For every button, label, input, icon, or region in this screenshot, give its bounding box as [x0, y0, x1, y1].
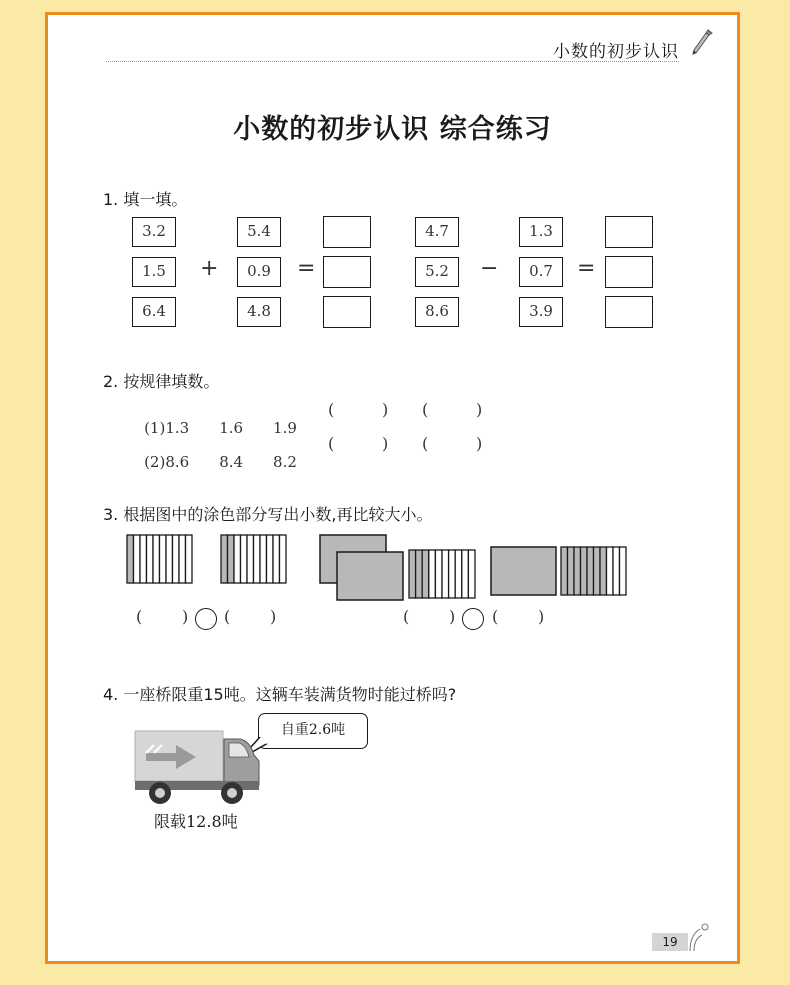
tenth-strip	[160, 535, 167, 583]
tenth-strip	[221, 535, 228, 583]
q1-group2-right-3: 3.9	[519, 297, 563, 327]
tenth-strip	[574, 547, 581, 595]
q2-row1-value-2: 1.6	[219, 419, 244, 437]
tenth-strip	[613, 547, 620, 595]
q2-row1-blank2-open: (	[422, 400, 429, 419]
q3-bar-3	[409, 550, 475, 598]
q1-group1-answer-3[interactable]	[323, 296, 371, 328]
page-title: 小数的初步认识 综合练习	[233, 114, 552, 145]
q3-blank3-open: (	[403, 607, 410, 626]
tenth-strip	[587, 547, 594, 595]
tenth-strip	[594, 547, 601, 595]
tenth-strip	[260, 535, 267, 583]
q1-group2-left-2: 5.2	[415, 257, 459, 287]
q2-row1-blank1-close: )	[382, 400, 389, 419]
q1-group2-answer-3[interactable]	[605, 296, 653, 328]
tenth-strip	[455, 550, 462, 598]
q3-blank2-open: (	[224, 607, 231, 626]
tenth-strip	[234, 535, 241, 583]
tenth-strip	[280, 535, 287, 583]
q2-row2-value-3: 8.2	[273, 453, 297, 471]
q3-bar-1	[127, 535, 192, 583]
q3-blank1-open: (	[136, 607, 143, 626]
tenth-strip	[416, 550, 423, 598]
q1-group1-right-2: 0.9	[237, 257, 281, 287]
q3-blank3-close: )	[449, 607, 456, 626]
q2-row2-blank2-open: (	[422, 434, 429, 453]
tenth-strip	[228, 535, 235, 583]
q2-row1-label: (1)	[144, 419, 166, 437]
tenth-strip	[134, 535, 141, 583]
truck-caption: 限载12.8吨	[154, 812, 238, 831]
q1-group1-left-3: 6.4	[132, 297, 176, 327]
q2-row2-value-1: 8.6	[165, 453, 190, 471]
q1-group1-left-2: 1.5	[132, 257, 176, 287]
speech-bubble: 自重2.6吨	[258, 713, 368, 749]
q1-group1-operator: +	[200, 256, 219, 281]
header-title: 小数的初步认识	[553, 42, 679, 62]
q1-group1-answer-2[interactable]	[323, 256, 371, 288]
q2-row2-blank1-open: (	[328, 434, 335, 453]
tenth-strip	[422, 550, 429, 598]
q2-row1-value-3: 1.9	[273, 419, 297, 437]
q1-group2-right-1: 1.3	[519, 217, 563, 247]
tenth-strip	[568, 547, 575, 595]
tenth-strip	[449, 550, 456, 598]
truck-icon	[132, 727, 264, 807]
q1-group2-right-2: 0.7	[519, 257, 563, 287]
q2-row2-blank1-close: )	[382, 434, 389, 453]
tenth-strip	[140, 535, 147, 583]
tenth-strip	[581, 547, 588, 595]
question-1-title: 1. 填一填。	[103, 190, 188, 209]
q2-row2-label: (2)	[144, 453, 166, 471]
q3-blank1-close: )	[182, 607, 189, 626]
q2-row1-blank1-open: (	[328, 400, 335, 419]
q1-group2-left-1: 4.7	[415, 217, 459, 247]
tenth-strip	[254, 535, 261, 583]
tenth-strip	[267, 535, 274, 583]
q3-bar-2	[221, 535, 286, 583]
tenth-strip	[468, 550, 475, 598]
tenth-strip	[173, 535, 180, 583]
page-number: 19	[652, 933, 688, 951]
q2-row-2	[125, 435, 297, 489]
q2-row1-value-1: 1.3	[165, 419, 190, 437]
tenth-strip	[153, 535, 160, 583]
tenth-strip	[166, 535, 173, 583]
worksheet-page	[45, 12, 740, 964]
tenth-strip	[429, 550, 436, 598]
q1-group2-answer-2[interactable]	[605, 256, 653, 288]
question-3-title: 3. 根据图中的涂色部分写出小数,再比较大小。	[103, 505, 433, 524]
tenth-strip	[607, 547, 614, 595]
q3-blank2-close: )	[270, 607, 277, 626]
tenth-strip	[247, 535, 254, 583]
q3-bar-4	[561, 547, 626, 595]
q3-square-front	[337, 552, 403, 600]
question-2-title: 2. 按规律填数。	[103, 372, 220, 391]
tenth-strip	[409, 550, 416, 598]
tenth-strip	[147, 535, 154, 583]
tenth-strip	[442, 550, 449, 598]
q3-compare-circle-1[interactable]	[195, 608, 217, 630]
tenth-strip	[186, 535, 193, 583]
tenth-strip	[127, 535, 134, 583]
q1-group2-answer-1[interactable]	[605, 216, 653, 248]
q2-row1-blank2-close: )	[476, 400, 483, 419]
question-4-title: 4. 一座桥限重15吨。这辆车装满货物时能过桥吗?	[103, 685, 457, 704]
q3-compare-circle-2[interactable]	[462, 608, 484, 630]
q3-square-alone	[491, 547, 556, 595]
q2-row2-value-2: 8.4	[219, 453, 244, 471]
swirl-icon	[688, 921, 710, 953]
q3-blank4-close: )	[538, 607, 545, 626]
q1-group2-equals: =	[577, 256, 596, 281]
q1-group1-left-1: 3.2	[132, 217, 176, 247]
q3-square-pair	[320, 535, 403, 600]
q1-group1-answer-1[interactable]	[323, 216, 371, 248]
pencil-icon	[691, 29, 713, 55]
q1-group2-left-3: 8.6	[415, 297, 459, 327]
tenth-strip	[273, 535, 280, 583]
q1-group1-right-1: 5.4	[237, 217, 281, 247]
tenth-strip	[600, 547, 607, 595]
tenth-strip	[241, 535, 248, 583]
q3-blank4-open: (	[492, 607, 499, 626]
tenth-strip	[462, 550, 469, 598]
q3-square-single	[491, 547, 556, 595]
tenth-strip	[179, 535, 186, 583]
tenth-strip	[561, 547, 568, 595]
q1-group2-operator: −	[480, 256, 499, 281]
q1-group1-right-3: 4.8	[237, 297, 281, 327]
q1-group1-equals: =	[297, 256, 316, 281]
header-divider	[106, 61, 679, 62]
tenth-strip	[620, 547, 627, 595]
q2-row2-blank2-close: )	[476, 434, 483, 453]
q3-figures	[48, 520, 738, 610]
tenth-strip	[435, 550, 442, 598]
